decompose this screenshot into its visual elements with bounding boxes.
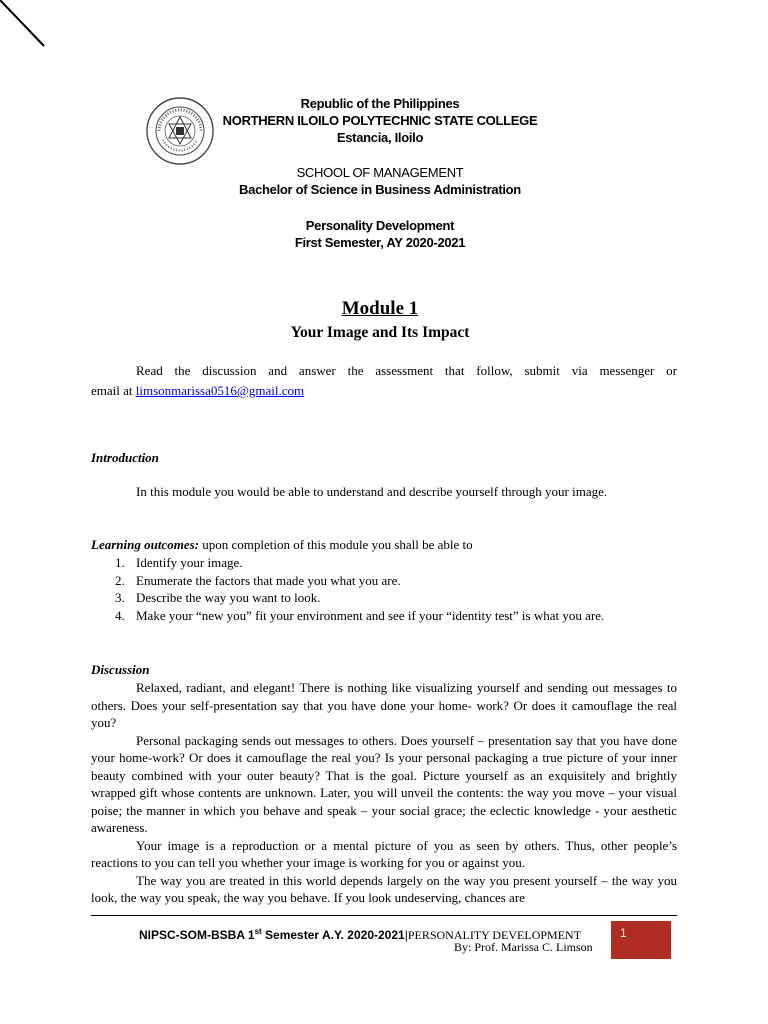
discussion-body — [91, 679, 677, 907]
header-college: NORTHERN ILOILO POLYTECHNIC STATE COLLEGE — [222, 113, 538, 128]
introduction-text: In this module you would be able to understand and describe yourself through your image. — [136, 484, 608, 499]
introduction-heading: Introduction — [91, 450, 159, 465]
discussion-paragraph: Your image is a reproduction or a mental picture of you as seen by others. Thus, other people’s reactions to you can tell you whether your image is working for you or against you. — [91, 837, 677, 870]
list-text: Enumerate the factors that made you what you are. — [136, 572, 401, 588]
learning-outcomes-intro — [91, 536, 677, 554]
list-item — [115, 607, 677, 625]
learning-outcomes-heading: Learning outcomes: — [91, 537, 199, 552]
footer-code: NIPSC-SOM-BSBA 1 — [139, 928, 255, 942]
header-program: Bachelor of Science in Business Administration — [239, 182, 521, 197]
list-number: 2. — [115, 572, 125, 588]
header-course: Personality Development — [305, 218, 455, 233]
instructions-prefix: email at — [91, 383, 136, 398]
header-semester: First Semester, AY 2020-2021 — [294, 235, 466, 250]
list-item — [115, 572, 677, 590]
list-number: 4. — [115, 607, 125, 623]
discussion-paragraph: The way you are treated in this world depends largely on the way you present yourself – the way you look, the way you speak, the way you behave. If you look undeserving, chances are — [91, 872, 677, 905]
header-school: SCHOOL OF MANAGEMENT — [296, 165, 464, 180]
module-title: Module 1 — [341, 298, 419, 319]
list-text: Identify your image. — [136, 555, 243, 570]
footer-separator: | — [404, 928, 408, 942]
list-item — [115, 554, 677, 572]
corner-line — [0, 0, 60, 60]
learning-outcomes-list — [115, 554, 677, 624]
discussion-heading: Discussion — [91, 662, 150, 677]
discussion-paragraph: Relaxed, radiant, and elegant! There is nothing like visualizing yourself and sending out messages to others. Does your self-presentation say that you have done your home- work? Or does it camouflage the real you? — [91, 680, 677, 730]
list-item — [115, 589, 677, 607]
instructions-line1: Read the discussion and answer the assessment that follow, submit via messenger or — [136, 363, 677, 378]
list-number: 1. — [115, 555, 125, 570]
footer-rule — [91, 915, 677, 916]
module-subtitle: Your Image and Its Impact — [290, 324, 470, 341]
footer-course: PERSONALITY DEVELOPMENT — [407, 928, 582, 942]
footer-semester: Semester A.Y. 2020-2021 — [261, 928, 405, 942]
footer-superscript: st — [254, 927, 262, 936]
discussion-paragraph: Personal packaging sends out messages to others. Does yourself – presentation say that you have done your home-work? Or does it camouflage the real you? Is your personal packaging a true picture of your inner beauty combined with your outer beauty? That is the goal. Picture yourself as an exquisitely and brightly wrapped gift whose contents are unknown. Later, you will unveil the contents: the way you move – your visual poise; the manner in which you behave and speak – your social grace; the eclectic knowledge - your aesthetic awareness. — [91, 732, 677, 835]
list-text: Describe the way you want to look. — [136, 590, 321, 605]
list-text: Make your “new you” fit your environment and see if your “identity test” is what you are. — [136, 607, 605, 623]
header-republic: Republic of the Philippines — [300, 96, 460, 111]
list-number: 3. — [115, 590, 125, 605]
instructions-line2 — [91, 382, 677, 400]
page-number: 1 — [620, 926, 627, 940]
learning-outcomes-lead: upon completion of this module you shall be able to — [198, 537, 473, 552]
footer-author: By: Prof. Marissa C. Limson — [454, 940, 593, 954]
header-location: Estancia, Iloilo — [336, 130, 424, 145]
email-link[interactable]: limsonmarissa0516@gmail.com — [135, 383, 305, 398]
